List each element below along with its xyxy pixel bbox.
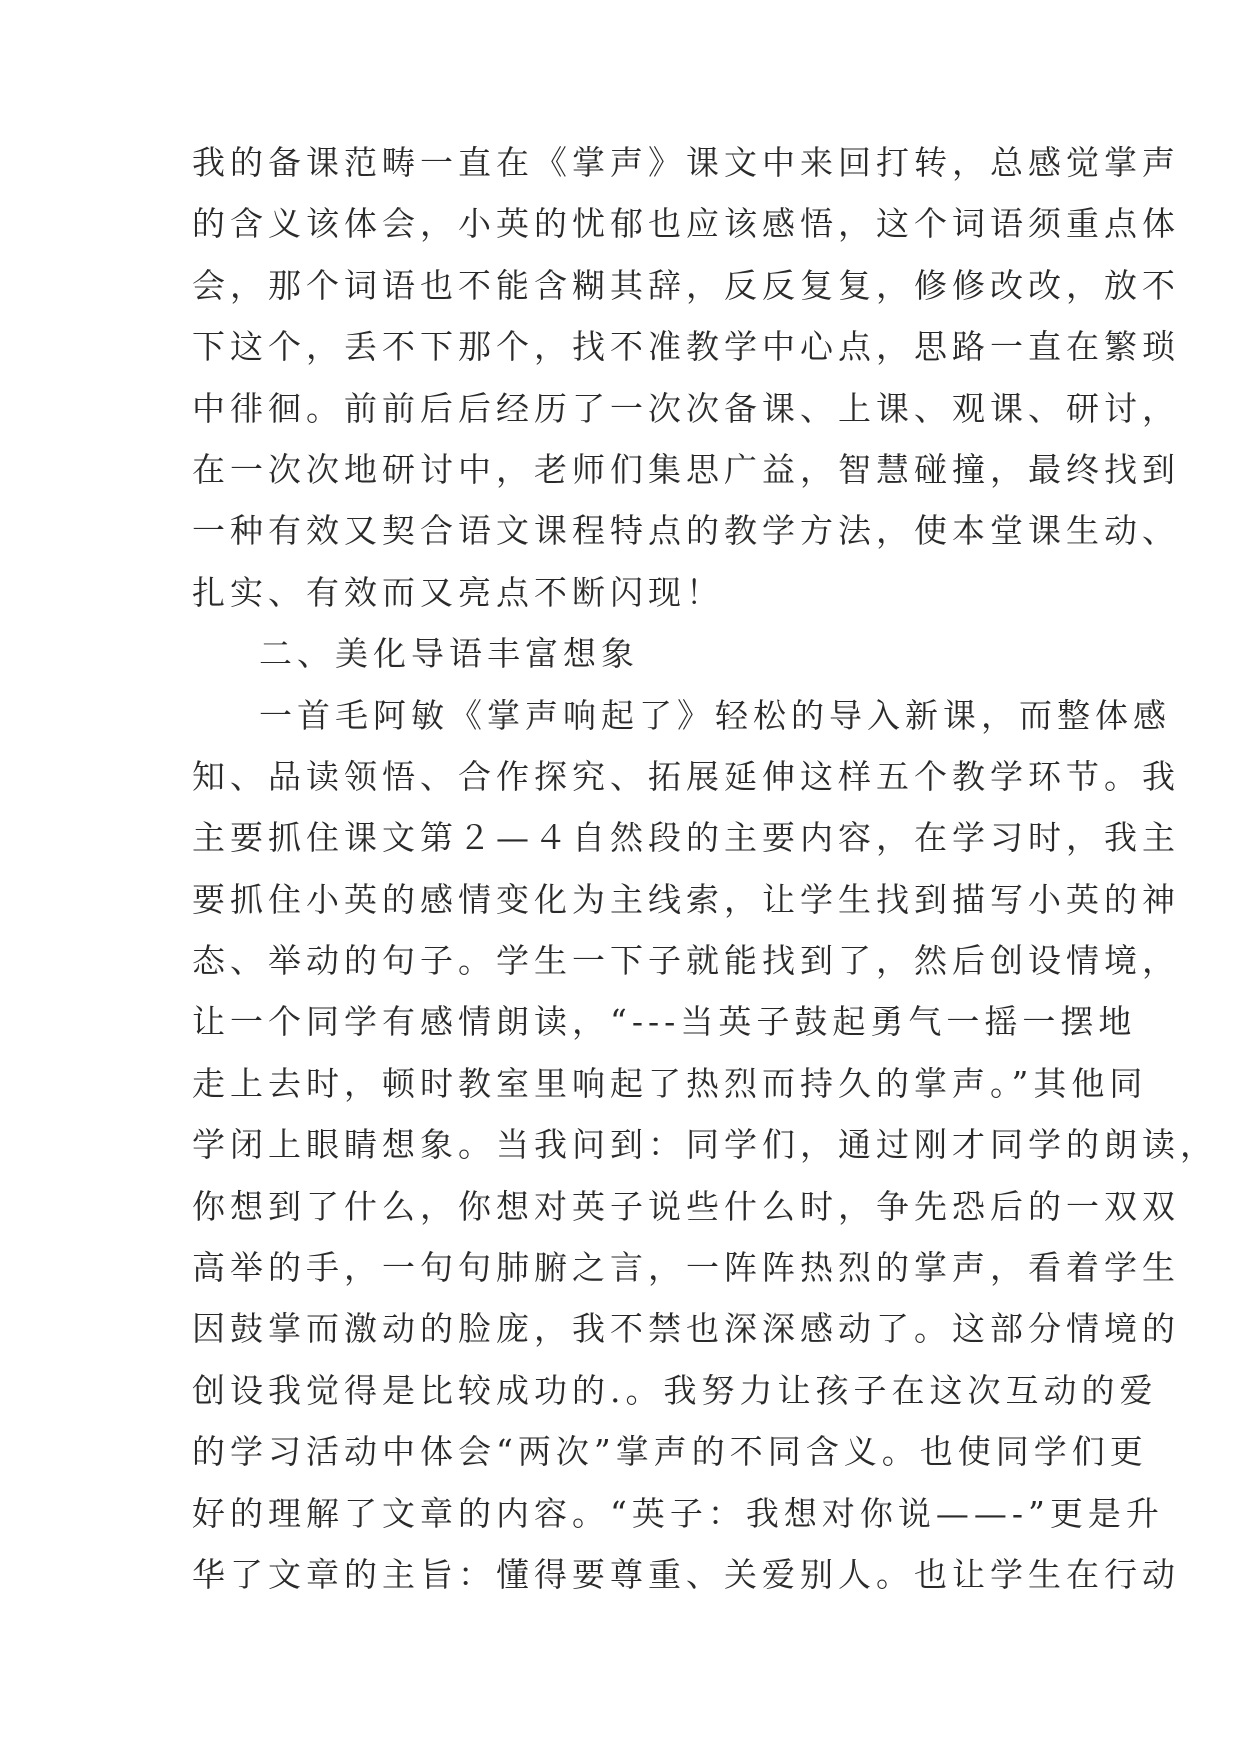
text-line: 你想到了什么，你想对英子说些什么时，争先恐后的一双双 <box>192 1186 1180 1226</box>
text-line: 的学习活动中体会“两次”掌声的不同含义。也使同学们更 <box>192 1432 1148 1472</box>
text-line: 的含义该体会，小英的忧郁也应该感悟，这个词语须重点体 <box>192 204 1180 244</box>
text-line: 走上去时，顿时教室里响起了热烈而持久的掌声。”其他同 <box>192 1063 1148 1103</box>
text-line: 一首毛阿敏《掌声响起了》轻松的导入新课，而整体感 <box>259 695 1171 735</box>
text-line: 学闭上眼睛想象。当我问到：同学们，通过刚才同学的朗读， <box>192 1125 1218 1165</box>
text-line: 知、品读领悟、合作探究、拓展延伸这样五个教学环节。我 <box>192 756 1180 796</box>
text-line: 一种有效又契合语文课程特点的教学方法，使本堂课生动、 <box>192 511 1180 551</box>
text-line: 高举的手，一句句肺腑之言，一阵阵热烈的掌声，看着学生 <box>192 1248 1180 1288</box>
text-line: 好的理解了文章的内容。“英子：我想对你说——-”更是升 <box>192 1493 1164 1533</box>
text-line: 让一个同学有感情朗读，“---当英子鼓起勇气一摇一摆地 <box>192 1002 1137 1042</box>
text-line: 我的备课范畴一直在《掌声》课文中来回打转，总感觉掌声 <box>192 143 1180 182</box>
text-line: 态、举动的句子。学生一下子就能找到了，然后创设情境， <box>192 941 1180 981</box>
body-text <box>192 132 1218 1605</box>
text-line: 主要抓住课文第２—４自然段的主要内容，在学习时，我主 <box>192 818 1180 858</box>
section-heading: 二、美化导语丰富想象 <box>259 634 639 674</box>
text-line: 华了文章的主旨：懂得要尊重、关爱别人。也让学生在行动 <box>192 1554 1180 1594</box>
text-line: 要抓住小英的感情变化为主线索，让学生找到描写小英的神 <box>192 879 1180 919</box>
text-line: 下这个，丢不下那个，找不准教学中心点，思路一直在繁琐 <box>192 327 1180 367</box>
text-line: 扎实、有效而又亮点不断闪现！ <box>192 572 724 612</box>
text-line: 创设我觉得是比较成功的.。我努力让孩子在这次互动的爱 <box>192 1370 1158 1410</box>
text-line: 因鼓掌而激动的脸庞，我不禁也深深感动了。这部分情境的 <box>192 1309 1180 1349</box>
text-line: 在一次次地研讨中，老师们集思广益，智慧碰撞，最终找到 <box>192 449 1180 489</box>
text-line: 中徘徊。前前后后经历了一次次备课、上课、观课、研讨， <box>192 388 1180 428</box>
text-line: 会，那个词语也不能含糊其辞，反反复复，修修改改，放不 <box>192 265 1180 305</box>
